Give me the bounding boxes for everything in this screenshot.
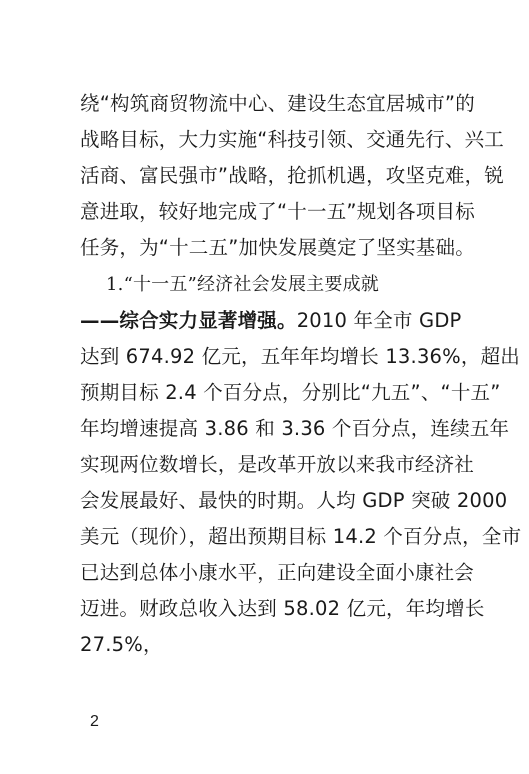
paragraph-line-rest: 2010 年全市 GDP bbox=[296, 309, 462, 332]
paragraph-line: 年均增速提高 3.86 和 3.36 个百分点，连续五年 bbox=[80, 417, 510, 440]
paragraph-line: 美元（现价），超出预期目标 14.2 个百分点，全市 bbox=[80, 525, 522, 548]
paragraph-first-line bbox=[80, 309, 462, 333]
section-heading: 1.“十一五”经济社会发展主要成就 bbox=[106, 274, 379, 295]
paragraph-line: 迈进。财政总收入达到 58.02 亿元，年均增长 bbox=[80, 597, 485, 620]
paragraph-line: 达到 674.92 亿元，五年年均增长 13.36%，超出 bbox=[80, 345, 520, 368]
paragraph-line: 实现两位数增长，是改革开放以来我市经济社 bbox=[80, 453, 475, 476]
paragraph-line: 战略目标，大力实施“科技引领、交通先行、兴工 bbox=[80, 128, 505, 151]
paragraph-lead: ——综合实力显著增强。 bbox=[80, 309, 297, 332]
paragraph-line: 已达到总体小康水平，正向建设全面小康社会 bbox=[80, 561, 475, 584]
paragraph-line: 活商、富民强市”战略，抢抓机遇，攻坚克难，锐 bbox=[80, 164, 505, 187]
paragraph-line: 绕“构筑商贸物流中心、建设生态宜居城市”的 bbox=[80, 92, 475, 115]
paragraph-line: 27.5%， bbox=[80, 633, 163, 656]
paragraph-line: 会发展最好、最快的时期。人均 GDP 突破 2000 bbox=[80, 489, 508, 512]
page-number: 2 bbox=[90, 713, 99, 730]
paragraph-line: 意进取，较好地完成了“十一五”规划各项目标 bbox=[80, 200, 475, 223]
paragraph-line: 任务，为“十二五”加快发展奠定了坚实基础。 bbox=[80, 236, 475, 259]
paragraph-line: 预期目标 2.4 个百分点，分别比“九五”、“十五” bbox=[80, 381, 501, 404]
